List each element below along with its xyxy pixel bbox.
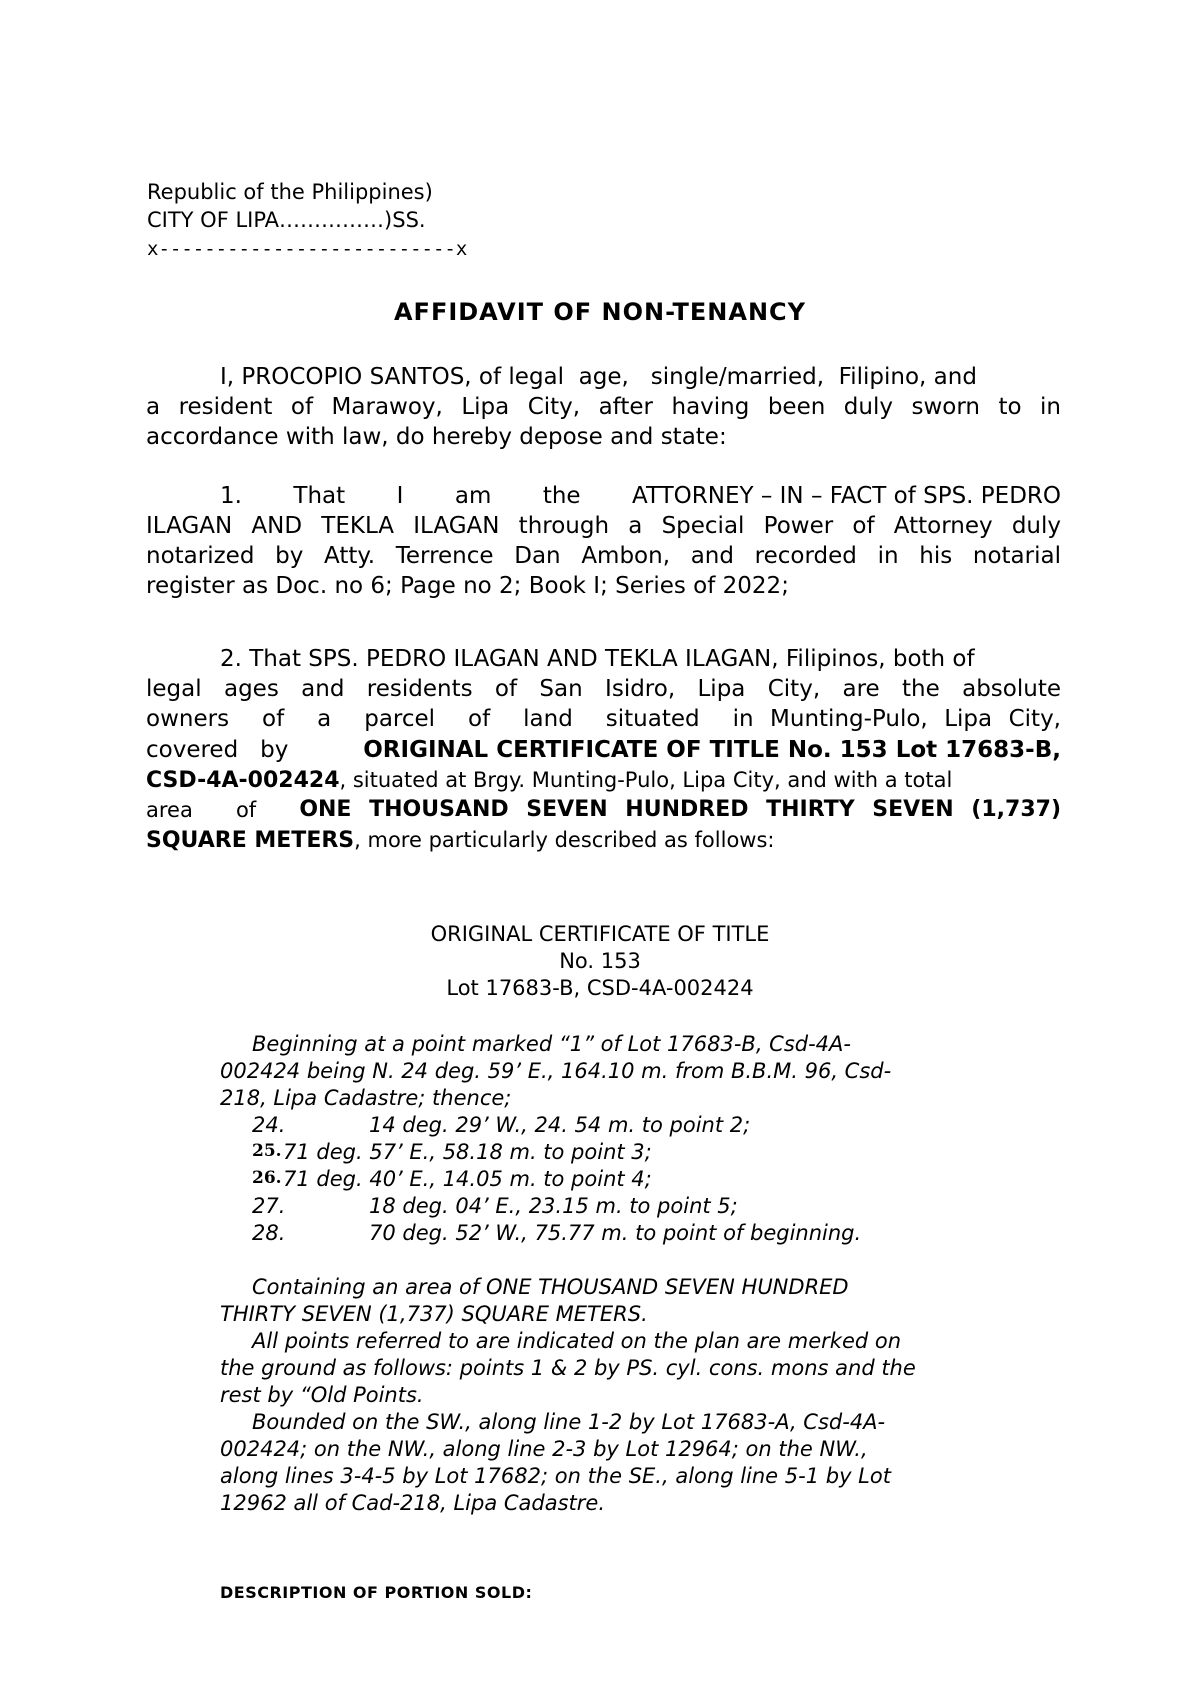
- para2-of-word: of: [235, 798, 257, 822]
- para2-line-2: legal ages and residents of San Isidro, Lipa City, are the absolute: [146, 676, 1061, 702]
- para2-line-5: [146, 765, 952, 796]
- tech-containing-1: Containing an area of ONE THOUSAND SEVEN HUNDRED: [252, 1275, 849, 1299]
- para2-line-6: [146, 795, 1061, 825]
- tech-line-number: 26.: [252, 1168, 282, 1188]
- portion-sold-heading: DESCRIPTION OF PORTION SOLD:: [220, 1583, 533, 1602]
- intro-line-2: a resident of Marawoy, Lipa City, after having been duly sworn to in: [146, 394, 1061, 420]
- para2-area-words: ONE THOUSAND SEVEN HUNDRED THIRTY SEVEN (1,737): [299, 797, 1061, 822]
- para2-line-4: [146, 735, 1061, 765]
- para1-word-that: That: [293, 483, 346, 509]
- tech-line-text: 71 deg. 57’ E., 58.18 m. to point 3;: [283, 1140, 652, 1164]
- document-title: AFFIDAVIT OF NON-TENANCY: [393, 298, 807, 326]
- venue-separator: x--------------------------x: [147, 238, 468, 260]
- para1-line-4: register as Doc. no 6; Page no 2; Book I; Series of 2022;: [146, 573, 789, 599]
- tech-bounded-4: 12962 all of Cad-218, Lipa Cadastre.: [220, 1491, 606, 1515]
- tech-line-number: 27.: [252, 1194, 286, 1218]
- venue-line-city: CITY OF LIPA……………)SS.: [147, 208, 426, 232]
- intro-line-1: [146, 362, 1061, 392]
- tech-line-text: 14 deg. 29’ W., 24. 54 m. to point 2;: [369, 1113, 751, 1137]
- para2-square-meters: SQUARE METERS: [146, 828, 355, 853]
- tech-line-text: 70 deg. 52’ W., 75.77 m. to point of beginning.: [369, 1221, 862, 1245]
- tech-line-text: 71 deg. 40’ E., 14.05 m. to point 4;: [283, 1167, 652, 1191]
- tech-bounded-2: 002424; on the NW., along line 2-3 by Lot 12964; on the NW.,: [220, 1437, 868, 1461]
- intro-line-3: accordance with law, do hereby depose and state:: [146, 424, 727, 450]
- para1-line-3: notarized by Atty. Terrence Dan Ambon, and recorded in his notarial: [146, 543, 1061, 569]
- tech-line-number: 24.: [252, 1113, 286, 1137]
- oct-lot: Lot 17683-B, CSD-4A-002424: [446, 976, 754, 1000]
- tech-line-number: 25.: [252, 1141, 282, 1161]
- para2-line-3: owners of a parcel of land situated in Munting-Pulo, Lipa City,: [146, 706, 1061, 732]
- tech-containing-2: THIRTY SEVEN (1,737) SQUARE METERS.: [220, 1302, 648, 1326]
- tech-points-3: rest by “Old Points.: [220, 1383, 424, 1407]
- para2-area-word: area: [146, 798, 193, 822]
- tech-beginning-2: 002424 being N. 24 deg. 59’ E., 164.10 m. from B.B.M. 96, Csd-: [220, 1059, 892, 1083]
- para1-word-am: am: [454, 483, 492, 509]
- para2-oct-reference: ORIGINAL CERTIFICATE OF TITLE No. 153 Lot 17683-B,: [363, 737, 1061, 763]
- para1-number: 1.: [220, 483, 242, 509]
- tech-beginning-3: 218, Lipa Cadastre; thence;: [220, 1086, 512, 1110]
- para2-line-7: [146, 825, 775, 856]
- para1-line-1: [146, 481, 1061, 511]
- tech-bounded-3: along lines 3-4-5 by Lot 17682; on the SE., along line 5-1 by Lot: [220, 1464, 891, 1488]
- para1-word-the: the: [542, 483, 581, 509]
- para2-location-text: , situated at Brgy. Munting-Pulo, Lipa City, and with a total: [339, 768, 953, 792]
- para1-line-2: ILAGAN AND TEKLA ILAGAN through a Special Power of Attorney duly: [146, 513, 1061, 539]
- tech-bounded-1: Bounded on the SW., along line 1-2 by Lot 17683-A, Csd-4A-: [252, 1410, 886, 1434]
- tech-line-number: 28.: [252, 1221, 286, 1245]
- para2-line-1: [146, 644, 1061, 674]
- tech-beginning-1: Beginning at a point marked “1” of Lot 17683-B, Csd-4A-: [252, 1032, 851, 1056]
- venue-line-country: Republic of the Philippines): [147, 180, 433, 204]
- para2-described-text: , more particularly described as follows:: [354, 828, 775, 852]
- tech-line-text: 18 deg. 04’ E., 23.15 m. to point 5;: [369, 1194, 738, 1218]
- tech-points-1: All points referred to are indicated on the plan are merked on: [252, 1329, 902, 1353]
- para2-csd-number: CSD-4A-002424: [146, 768, 340, 793]
- para1-word-i: I: [396, 483, 404, 509]
- para2-text-1: 2. That SPS. PEDRO ILAGAN AND TEKLA ILAGAN, Filipinos, both of: [220, 646, 975, 672]
- para2-covered-by: covered by: [146, 737, 289, 763]
- para1-attorney-text: ATTORNEY – IN – FACT of SPS. PEDRO: [632, 483, 1061, 509]
- tech-points-2: the ground as follows: points 1 & 2 by PS. cyl. cons. mons and the: [220, 1356, 916, 1380]
- oct-number: No. 153: [559, 949, 641, 973]
- oct-heading: ORIGINAL CERTIFICATE OF TITLE: [430, 922, 770, 946]
- intro-text-1: I, PROCOPIO SANTOS, of legal age, single/married, Filipino, and: [220, 364, 977, 390]
